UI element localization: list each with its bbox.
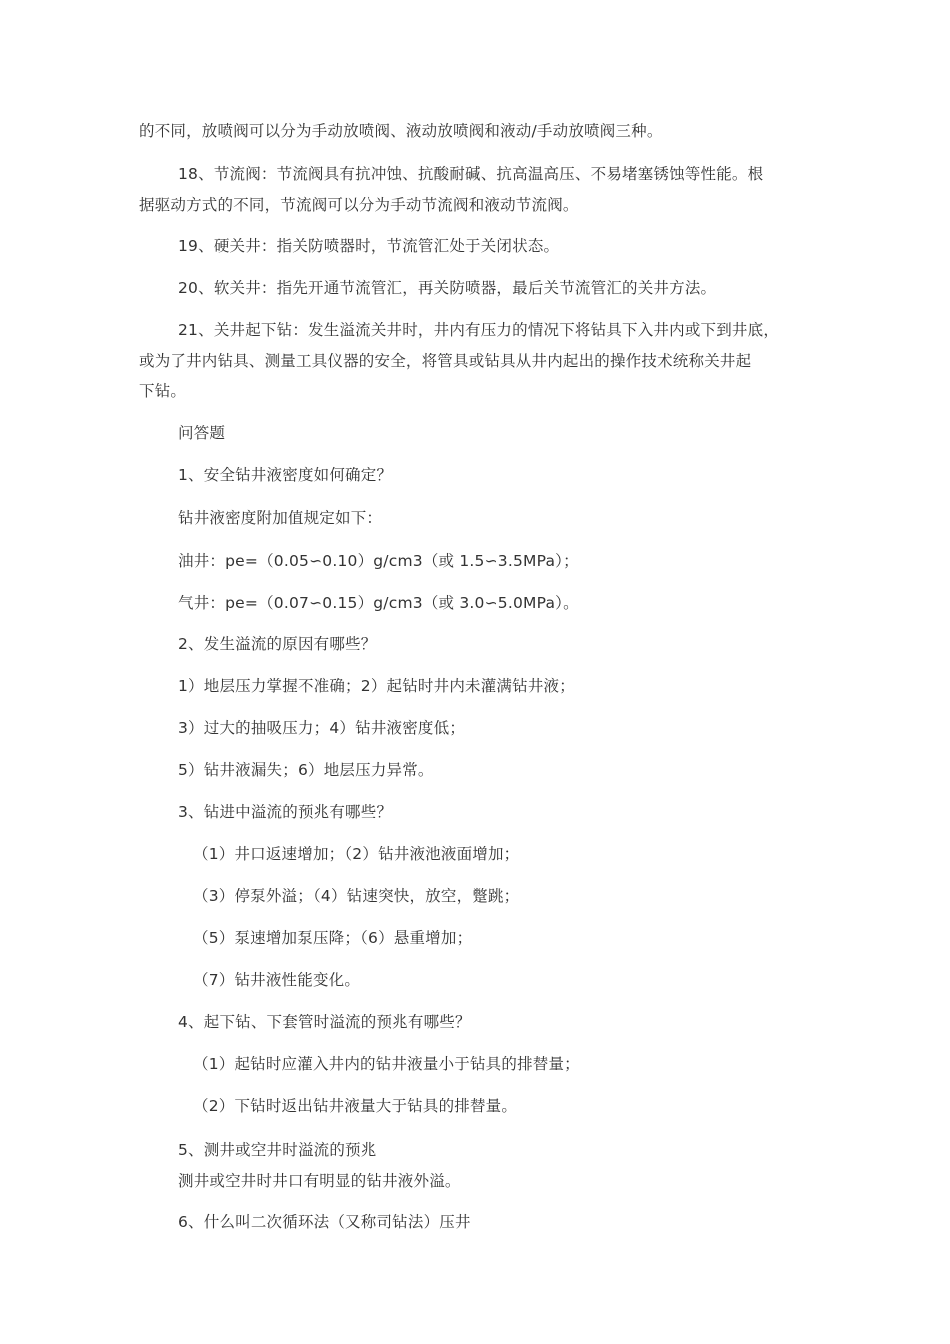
question-title: 6、什么叫二次循环法（又称司钻法）压井 [178,1213,471,1231]
text-line: 1）地层压力掌握不准确；2）起钻时井内未灌满钻井液； [178,677,575,695]
question-title: 1、安全钻井液密度如何确定？ [178,466,393,484]
text-line: 18、节流阀：节流阀具有抗冲蚀、抗酸耐碱、抗高温高压、不易堵塞锈蚀等性能。根 [178,165,764,183]
text-line: 钻井液密度附加值规定如下： [178,509,383,527]
question-title: 4、起下钻、下套管时溢流的预兆有哪些？ [178,1013,471,1031]
text-line: （7）钻井液性能变化。 [193,971,361,989]
text-line: （1）井口返速增加；（2）钻井液池液面增加； [193,845,520,863]
text-line: 测井或空井时井口有明显的钻井液外溢。 [178,1172,461,1190]
text-line: 5）钻井液漏失；6）地层压力异常。 [178,761,434,779]
text-line: （1）起钻时应灌入井内的钻井液量小于钻具的排替量； [193,1055,580,1073]
question-title: 2、发生溢流的原因有哪些？ [178,635,377,653]
text-line: 3）过大的抽吸压力；4）钻井液密度低； [178,719,466,737]
text-line: （5）泵速增加泵压降；（6）悬重增加； [193,929,473,947]
section-heading: 问答题 [178,424,226,442]
question-title: 3、钻进中溢流的预兆有哪些？ [178,803,393,821]
text-line: 或为了井内钻具、测量工具仪器的安全，将管具或钻具从井内起出的操作技术统称关井起 [139,352,752,370]
text-line: 19、硬关井：指关防喷器时，节流管汇处于关闭状态。 [178,237,560,255]
text-line: 下钻。 [139,382,187,400]
text-line: 21、关井起下钻：发生溢流关井时，井内有压力的情况下将钻具下入井内或下到井底， [178,321,780,339]
text-line: 的不同，放喷阀可以分为手动放喷阀、液动放喷阀和液动/手动放喷阀三种。 [139,122,663,140]
text-line: （3）停泵外溢；（4）钻速突快，放空，蹩跳； [193,887,520,905]
text-line: 油井：pe=（0.05∽0.10）g/cm3（或 1.5∽3.5MPa）； [178,552,579,570]
text-line: 据驱动方式的不同，节流阀可以分为手动节流阀和液动节流阀。 [139,196,579,214]
text-line: 20、软关井：指先开通节流管汇，再关防喷器，最后关节流管汇的关井方法。 [178,279,717,297]
text-line: 气井：pe=（0.07∽0.15）g/cm3（或 3.0∽5.0MPa）。 [178,594,579,612]
question-title: 5、测井或空井时溢流的预兆 [178,1141,377,1159]
text-line: （2）下钻时返出钻井液量大于钻具的排替量。 [193,1097,518,1115]
